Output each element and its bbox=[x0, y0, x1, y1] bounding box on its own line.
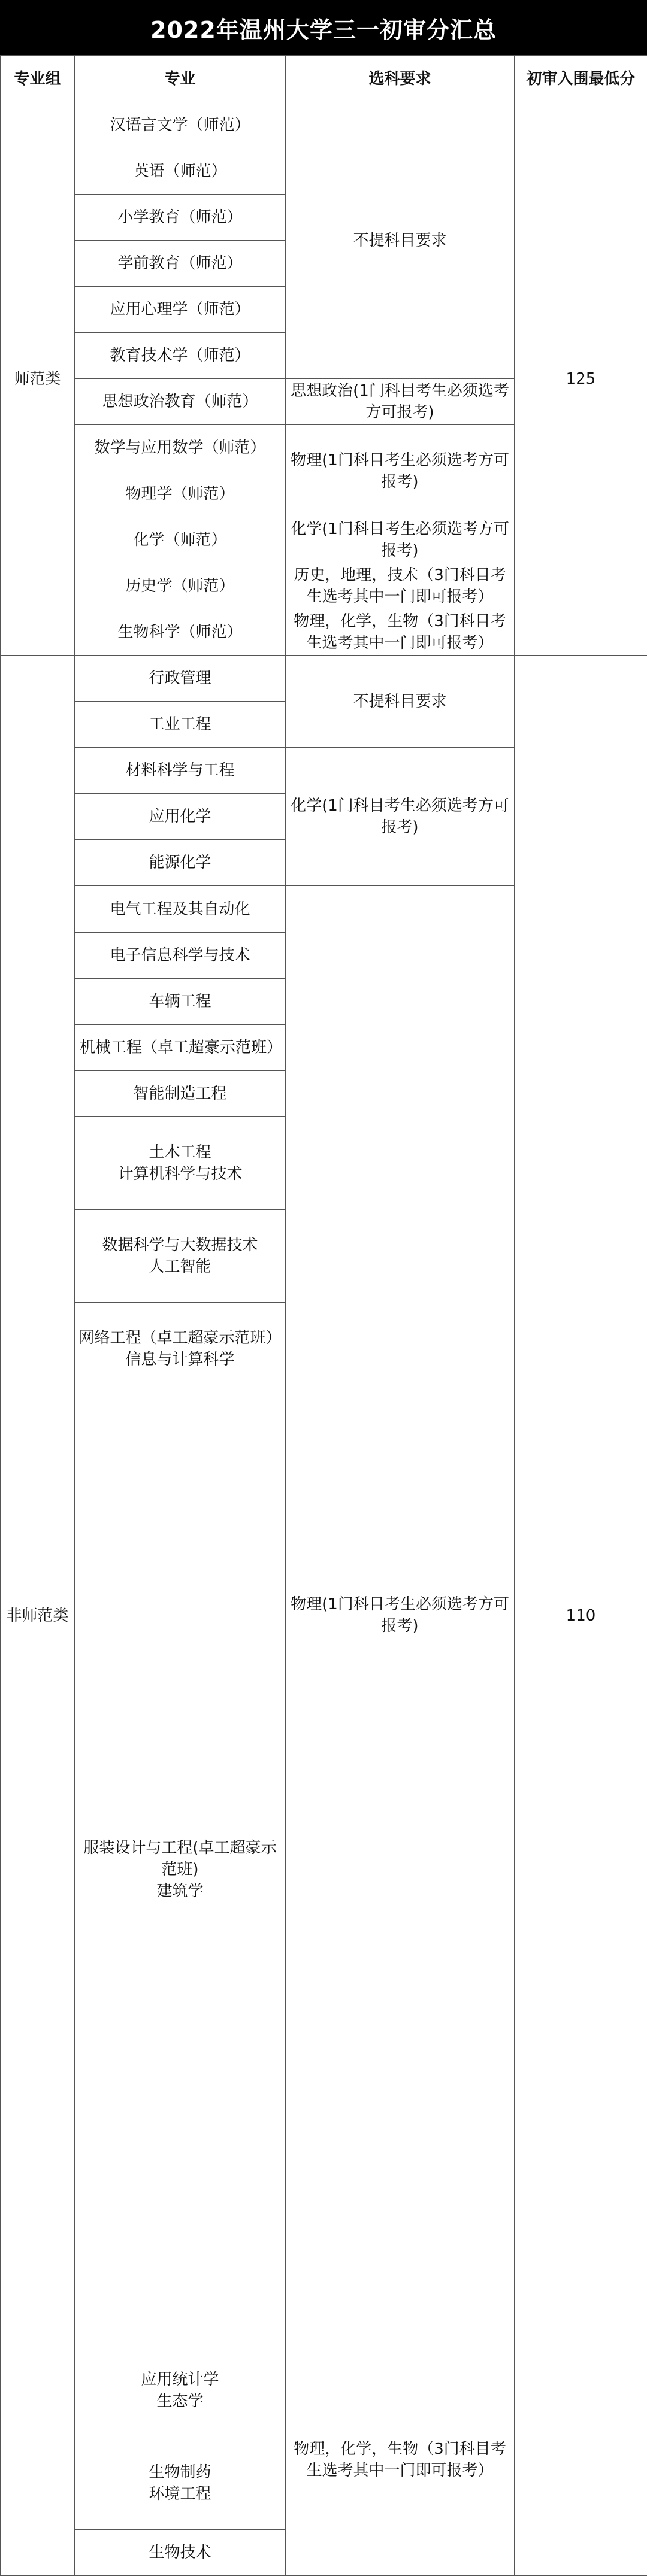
major-cell: 建筑学 bbox=[77, 1880, 283, 1902]
requirement-cell: 不提科目要求 bbox=[286, 656, 515, 748]
requirement-cell: 化学(1门科目考生必须选考方可报考) bbox=[286, 748, 515, 886]
requirement-cell: 历史，地理，技术（3门科目考生选考其中一门即可报考） bbox=[286, 563, 515, 609]
major-cell-pair bbox=[75, 1303, 286, 1395]
major-cell: 行政管理 bbox=[75, 656, 286, 702]
major-cell: 服装设计与工程(卓工超豪示范班) bbox=[77, 1837, 283, 1880]
major-cell: 信息与计算科学 bbox=[77, 1349, 283, 1370]
major-cell-pair bbox=[75, 2344, 286, 2437]
major-cell: 土木工程 bbox=[77, 1142, 283, 1163]
major-cell: 生物制药 bbox=[77, 2462, 283, 2483]
major-cell: 生物科学（师范） bbox=[75, 609, 286, 656]
header-group: 专业组 bbox=[1, 56, 75, 102]
requirement-cell: 物理(1门科目考生必须选考方可报考) bbox=[286, 425, 515, 517]
major-cell: 车辆工程 bbox=[75, 979, 286, 1025]
major-cell: 网络工程（卓工超豪示范班） bbox=[77, 1327, 283, 1349]
requirement-cell: 不提科目要求 bbox=[286, 102, 515, 379]
major-cell-pair bbox=[75, 1395, 286, 2344]
table-row bbox=[1, 102, 647, 148]
group-normal: 师范类 bbox=[1, 102, 75, 656]
table-row bbox=[1, 656, 647, 702]
major-cell: 汉语言文学（师范） bbox=[75, 102, 286, 148]
major-cell: 材料科学与工程 bbox=[75, 748, 286, 794]
major-cell: 教育技术学（师范） bbox=[75, 333, 286, 379]
major-cell: 机械工程（卓工超豪示范班） bbox=[75, 1025, 286, 1071]
major-cell: 环境工程 bbox=[77, 2483, 283, 2505]
page-title: 2022年温州大学三一初审分汇总 bbox=[0, 0, 647, 55]
major-cell: 化学（师范） bbox=[75, 517, 286, 563]
major-cell-pair bbox=[75, 2437, 286, 2530]
major-cell: 小学教育（师范） bbox=[75, 195, 286, 241]
requirement-cell: 物理，化学，生物（3门科目考生选考其中一门即可报考） bbox=[286, 609, 515, 656]
score-non-normal: 110 bbox=[515, 656, 647, 2576]
major-cell: 历史学（师范） bbox=[75, 563, 286, 609]
header-requirement: 选科要求 bbox=[286, 56, 515, 102]
major-cell: 能源化学 bbox=[75, 840, 286, 886]
group-non-normal: 非师范类 bbox=[1, 656, 75, 2576]
header-major: 专业 bbox=[75, 56, 286, 102]
major-cell: 计算机科学与技术 bbox=[77, 1163, 283, 1185]
major-cell-pair bbox=[75, 1117, 286, 1210]
major-cell: 物理学（师范） bbox=[75, 471, 286, 517]
requirement-cell: 思想政治(1门科目考生必须选考方可报考) bbox=[286, 379, 515, 425]
major-cell: 电子信息科学与技术 bbox=[75, 933, 286, 979]
score-normal: 125 bbox=[515, 102, 647, 656]
major-cell: 人工智能 bbox=[77, 1256, 283, 1278]
major-cell: 英语（师范） bbox=[75, 148, 286, 195]
table-header-row bbox=[1, 56, 647, 102]
major-cell: 生态学 bbox=[77, 2390, 283, 2412]
requirement-cell: 物理(1门科目考生必须选考方可报考) bbox=[286, 886, 515, 2344]
major-cell: 数学与应用数学（师范） bbox=[75, 425, 286, 471]
major-cell: 学前教育（师范） bbox=[75, 241, 286, 287]
major-cell: 应用化学 bbox=[75, 794, 286, 840]
major-cell: 应用统计学 bbox=[77, 2369, 283, 2390]
requirement-cell: 化学(1门科目考生必须选考方可报考) bbox=[286, 517, 515, 563]
major-cell: 电气工程及其自动化 bbox=[75, 886, 286, 933]
major-cell: 数据科学与大数据技术 bbox=[77, 1234, 283, 1256]
major-cell-pair bbox=[75, 1210, 286, 1303]
requirement-cell: 物理，化学，生物（3门科目考生选考其中一门即可报考） bbox=[286, 2344, 515, 2576]
major-cell: 智能制造工程 bbox=[75, 1071, 286, 1117]
major-cell: 应用心理学（师范） bbox=[75, 287, 286, 333]
major-cell: 工业工程 bbox=[75, 702, 286, 748]
score-table bbox=[0, 55, 647, 2576]
major-cell: 生物技术 bbox=[75, 2530, 286, 2576]
header-score: 初审入围最低分 bbox=[515, 56, 647, 102]
major-cell: 思想政治教育（师范） bbox=[75, 379, 286, 425]
